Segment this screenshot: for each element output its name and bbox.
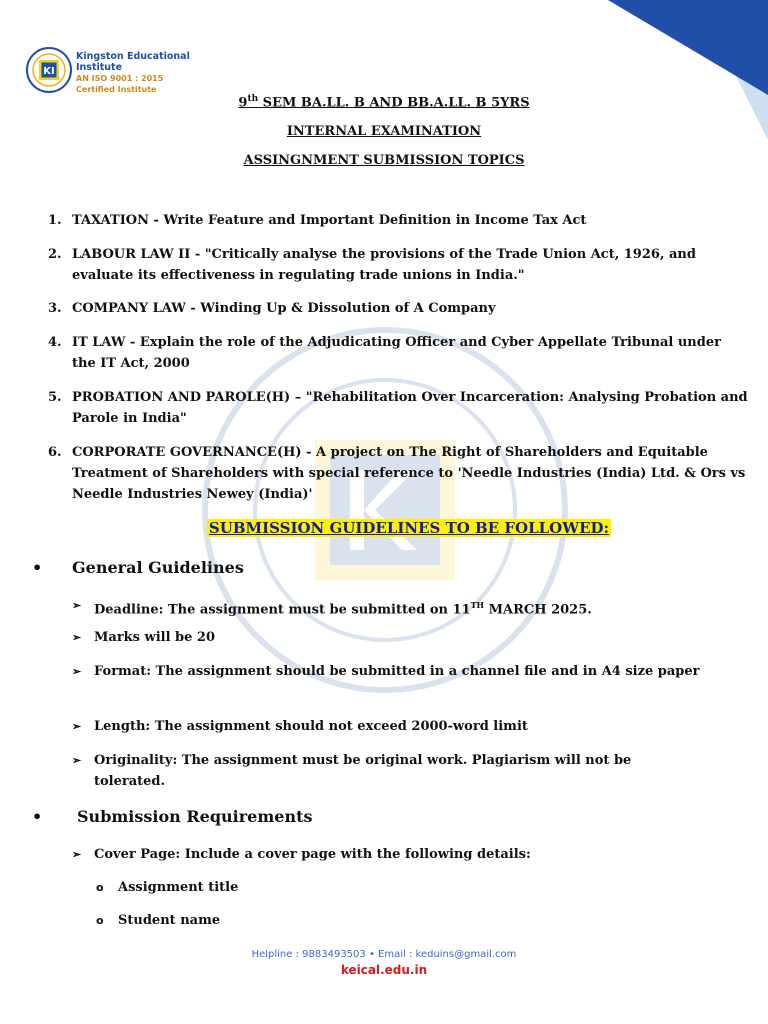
arrow-bullet-icon: ➢ xyxy=(72,665,82,678)
length-text: Length: The assignment should not exceed 2000-word limit xyxy=(94,719,528,734)
topic-number: 1. xyxy=(48,213,62,228)
deadline-text xyxy=(94,595,732,620)
sub-item-text: Student name xyxy=(118,913,221,928)
deadline-pre: Deadline: The assignment must be submitted on 11 xyxy=(94,602,471,618)
circle-bullet-icon: o xyxy=(96,881,104,894)
circle-bullet-icon: o xyxy=(96,914,104,927)
footer-contact: Helpline : 9883493503 • Email : keduins@gmail.com xyxy=(251,949,517,960)
requirement-sub-item xyxy=(96,910,220,931)
topic-text: COMPANY LAW - Winding Up & Dissolution of A Company xyxy=(72,301,496,316)
bullet-icon: • xyxy=(32,807,43,826)
logo-name-line1: Kingston Educational xyxy=(76,51,190,62)
header-sem-number: 9 xyxy=(238,95,248,111)
requirement-sub-item xyxy=(96,877,238,898)
guidelines-title-text: SUBMISSION GUIDELINES TO BE FOLLOWED: xyxy=(208,519,610,537)
section-general-guidelines xyxy=(32,558,244,577)
topic-number: 6. xyxy=(48,445,62,460)
topic-text: IT LAW - Explain the role of the Adjudicating Officer and Cyber Appellate Tribunal under the IT Act, 2000 xyxy=(72,335,721,371)
arrow-bullet-icon: ➢ xyxy=(72,599,82,612)
requirement-cover-page xyxy=(72,844,732,865)
guideline-marks xyxy=(72,627,732,648)
arrow-bullet-icon: ➢ xyxy=(72,754,82,767)
arrow-bullet-icon: ➢ xyxy=(72,848,82,861)
format-text: Format: The assignment should be submitted in a channel file and in A4 size paper xyxy=(94,664,700,679)
logo-iso-line1: AN ISO 9001 : 2015 xyxy=(76,74,164,83)
topic-item xyxy=(48,332,748,374)
header-exam: INTERNAL EXAMINATION xyxy=(286,124,482,139)
corner-decoration-dark xyxy=(608,0,768,95)
arrow-bullet-icon: ➢ xyxy=(72,631,82,644)
guideline-originality xyxy=(72,750,732,792)
topic-item xyxy=(48,244,748,286)
topic-item xyxy=(48,210,748,231)
footer-website-link[interactable]: keical.edu.in xyxy=(340,963,428,977)
topic-text: PROBATION AND PAROLE(H) – "Rehabilitation Over Incarceration: Analysing Probation and Parole in India" xyxy=(72,390,748,426)
sub-item-text: Assignment title xyxy=(118,880,239,895)
header-sem-suffix: th xyxy=(247,94,259,104)
originality-text: Originality: The assignment must be original work. Plagiarism will not be tolerated. xyxy=(94,753,632,789)
deadline-sup: TH xyxy=(470,600,485,610)
guideline-format xyxy=(72,661,732,682)
topic-item xyxy=(48,298,748,319)
section-title: General Guidelines xyxy=(72,558,244,577)
logo-iso-line2: Certified Institute xyxy=(76,85,157,94)
arrow-bullet-icon: ➢ xyxy=(72,720,82,733)
topic-text: TAXATION - Write Feature and Important Definition in Income Tax Act xyxy=(72,213,587,228)
topic-item xyxy=(48,442,748,505)
topic-text: LABOUR LAW II - "Critically analyse the provisions of the Trade Union Act, 1926, and evaluate its effectiveness in regulating trade unions in India." xyxy=(72,247,696,283)
guideline-length xyxy=(72,716,732,737)
topic-text: CORPORATE GOVERNANCE(H) - A project on The Right of Shareholders and Equitable Treatment of Shareholders with special reference to 'Needle Industries (India) Ltd. & Ors vs Needle Industries Newey (India)' xyxy=(72,445,746,502)
institute-logo-icon xyxy=(26,47,72,93)
section-submission-requirements xyxy=(32,807,312,826)
topic-number: 3. xyxy=(48,301,62,316)
header-semester xyxy=(0,94,768,110)
deadline-post: MARCH 2025. xyxy=(484,602,592,618)
bullet-icon: • xyxy=(32,558,43,577)
cover-text: Cover Page: Include a cover page with the following details: xyxy=(94,847,531,862)
topic-number: 2. xyxy=(48,247,62,262)
topic-item xyxy=(48,387,748,429)
svg-text:KI: KI xyxy=(43,66,55,77)
logo-name-line2: Institute xyxy=(76,62,123,73)
marks-text: Marks will be 20 xyxy=(94,630,216,645)
section-title: Submission Requirements xyxy=(77,807,313,826)
guidelines-title xyxy=(0,518,768,537)
topic-number: 5. xyxy=(48,390,62,405)
header-topics: ASSINGNMENT SUBMISSION TOPICS xyxy=(243,153,525,168)
guideline-deadline xyxy=(72,595,732,620)
institute-logo-text xyxy=(76,51,190,95)
header-sem-rest: SEM BA.LL. B AND BB.A.LL. B 5YRS xyxy=(258,95,530,111)
topic-number: 4. xyxy=(48,335,62,350)
